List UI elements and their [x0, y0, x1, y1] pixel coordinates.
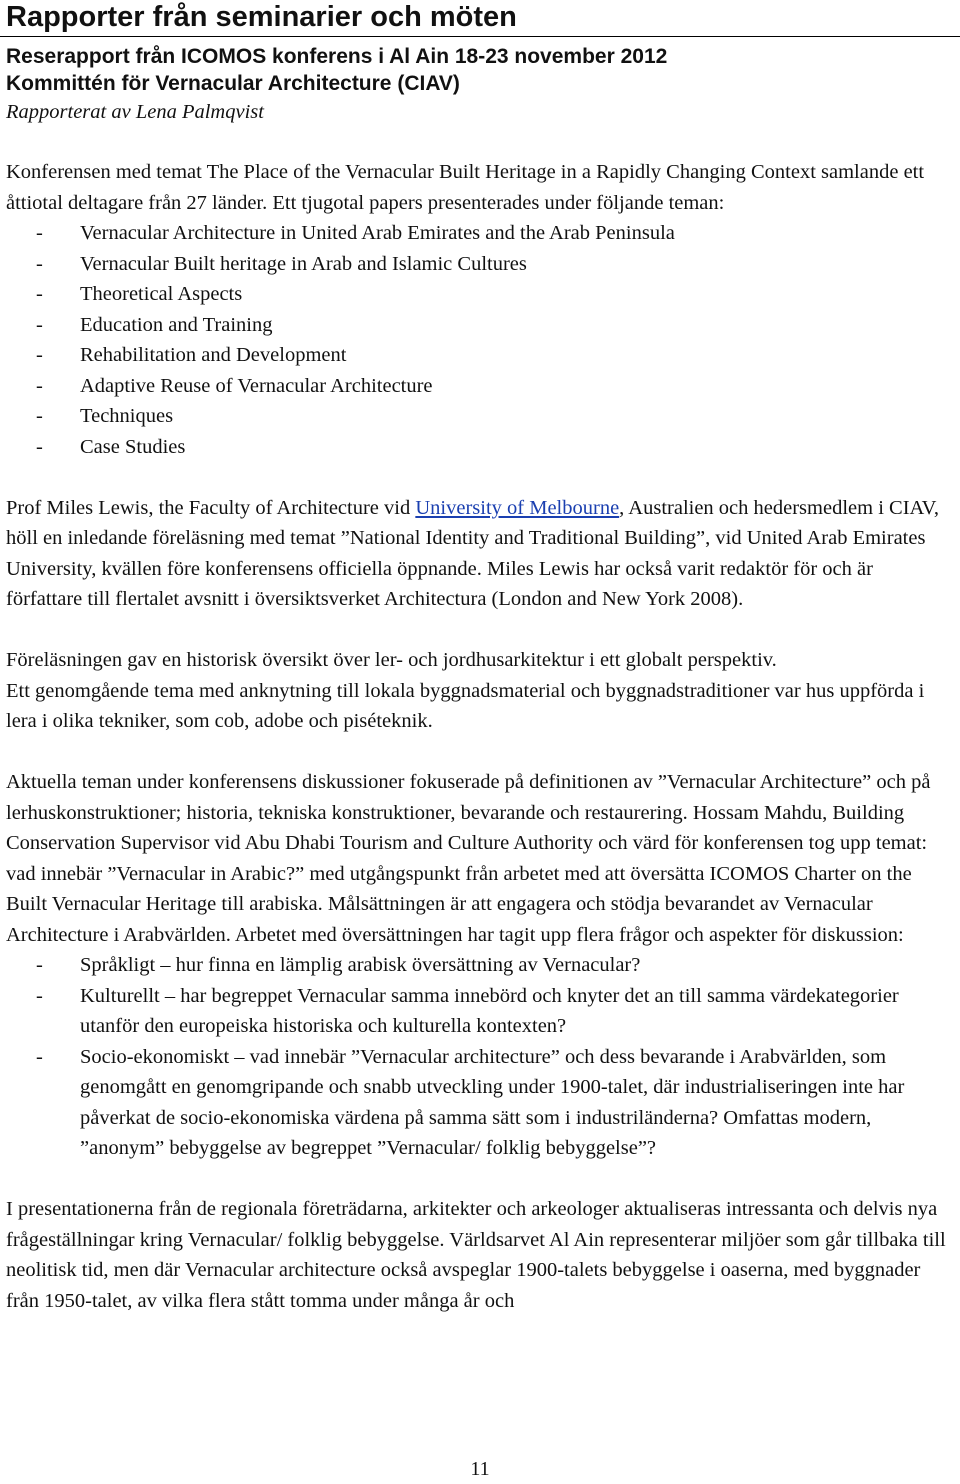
page-number: 11: [470, 1458, 490, 1480]
themes-list: [6, 218, 952, 462]
lewis-text-after: , Australien och hedersmedlem i CIAV, höll en inledande föreläsning med temat ”National Identity and Traditional Building”, vid United Arab Emirates University, kvällen före konferensens officiella öppnande. Miles Lewis har också varit redaktör för och är författare till flertalet avsnitt i översiktsverket Architectura (London and New York 2008).: [6, 496, 939, 610]
list-item: - Språkligt – hur finna en lämplig arabisk översättning av Vernacular?: [6, 950, 952, 981]
lecture-line-1: Föreläsningen gav en historisk översikt över ler- och jordhusarkitektur i ett globalt perspektiv.: [6, 649, 777, 671]
list-item: - Rehabilitation and Development: [6, 340, 952, 371]
reporter-byline: Rapporterat av Lena Palmqvist: [6, 101, 264, 123]
lewis-paragraph: [6, 493, 952, 615]
list-item: - Vernacular Built heritage in Arab and Islamic Cultures: [6, 249, 952, 280]
section-title: Rapporter från seminarier och möten: [0, 0, 960, 37]
university-of-melbourne-link[interactable]: University of Melbourne: [415, 496, 620, 519]
subtitle-line-2: Kommittén för Vernacular Architecture (CIAV): [6, 72, 460, 95]
list-item: - Socio-ekonomiskt – vad innebär ”Vernacular architecture” och dess bevarande i Arabvärlden, som genomgått en genomgripande och snabb utveckling under 1900-talet, där industrialiseringen inte har påverkat de socio-ekonomiska värdena på samma sätt som i industriländerna? Omfattas modern, ”anonym” bebyggelse av begreppet ”Vernacular/ folklig bebyggelse”?: [6, 1042, 952, 1164]
lewis-text-before: Prof Miles Lewis, the Faculty of Architecture vid: [6, 496, 416, 519]
list-item: - Adaptive Reuse of Vernacular Architecture: [6, 371, 952, 402]
article-subtitle: [0, 43, 960, 97]
list-item: - Theoretical Aspects: [6, 279, 952, 310]
list-item: - Vernacular Architecture in United Arab Emirates and the Arab Peninsula: [6, 218, 952, 249]
list-item: - Kulturellt – har begreppet Vernacular samma innebörd och knyter det an till samma värdekategorier utanför den europeiska historiska och kulturella kontexten?: [6, 981, 952, 1042]
presentations-paragraph: I presentationerna från de regionala företrädarna, arkitekter och arkeologer aktualiseras intressanta och delvis nya frågeställningar kring Vernacular/ folklig bebyggelse. Världsarvet Al Ain representerar miljöer som går tillbaka till neolitisk tid, men där Vernacular architecture också avspeglar 1900-talets bebyggelse i oaserna, med byggnader från 1950-talet, av vilka flera stått tomma under många år och: [6, 1198, 946, 1312]
discussion-paragraph: Aktuella teman under konferensens diskussioner fokuserade på definitionen av ”Vernacular Architecture” och på lerhuskonstruktioner; historia, tekniska konstruktioner, bevarande och restaurering. Hossam Mahdu, Building Conservation Supervisor vid Abu Dhabi Tourism and Culture Authority och värd för konferensen tog upp temat: vad innebär ”Vernacular in Arabic?” med utgångspunkt från arbetet med att översätta ICOMOS Charter on the Built Vernacular Heritage till arabiska. Målsättningen är att engagera och stödja bevarandet av Vernacular Architecture i Arabvärlden. Arbetet med översättningen har tagit upp flera frågor och aspekter för diskussion:: [6, 771, 931, 946]
lecture-line-2: Ett genomgående tema med anknytning till lokala byggnadsmaterial och byggnadstraditioner var hus uppförda i lera i olika tekniker, som cob, adobe och piséteknik.: [6, 679, 925, 732]
questions-list: [6, 950, 952, 1164]
article-body: [0, 97, 960, 1316]
list-item: - Techniques: [6, 401, 952, 432]
list-item: - Case Studies: [6, 432, 952, 463]
subtitle-line-1: Reserapport från ICOMOS konferens i Al Ain 18-23 november 2012: [6, 45, 668, 68]
intro-paragraph: Konferensen med temat The Place of the Vernacular Built Heritage in a Rapidly Changing Context samlande ett åttiotal deltagare från 27 länder. Ett tjugotal papers presenterades under följande teman:: [6, 161, 925, 214]
list-item: - Education and Training: [6, 310, 952, 341]
